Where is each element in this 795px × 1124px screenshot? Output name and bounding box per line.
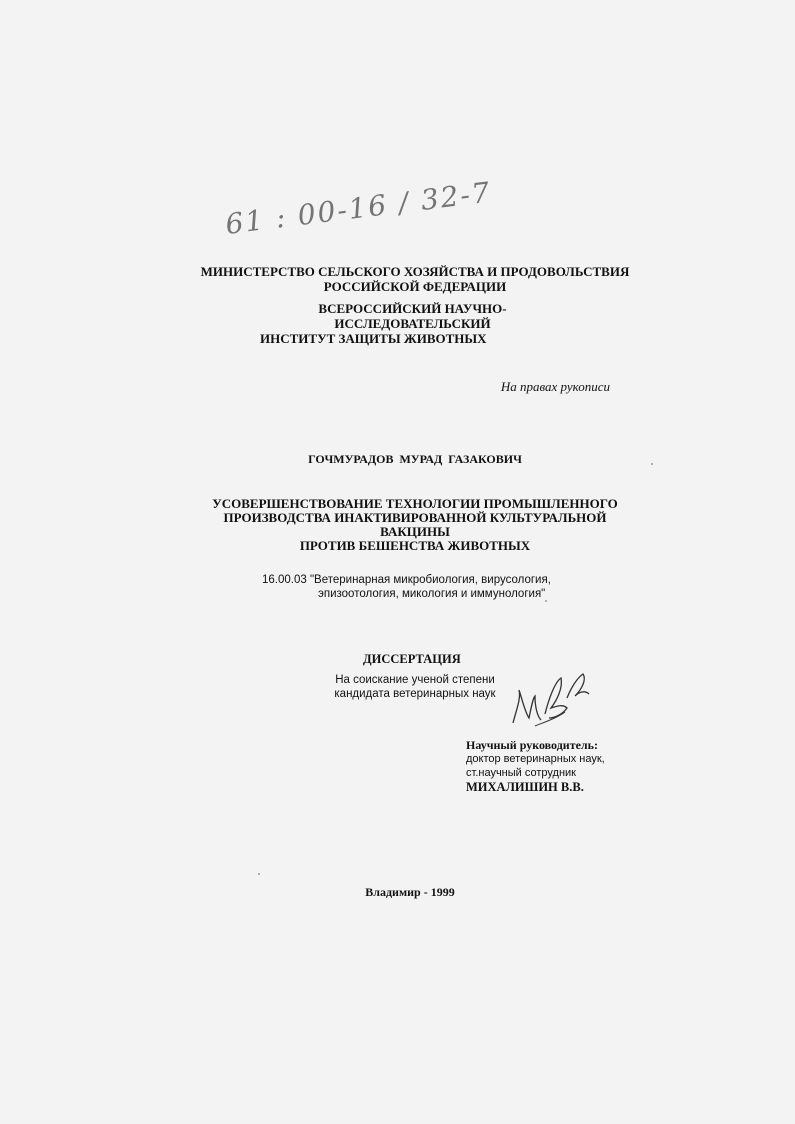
degree-line-2: кандидата ветеринарных наук: [334, 688, 496, 700]
institute-line-2: ИНСТИТУТ ЗАЩИТЫ ЖИВОТНЫХ: [260, 331, 487, 346]
handwritten-catalog-number: 61 : 00-16 / 32-7: [223, 175, 494, 241]
ministry-header: [200, 264, 630, 294]
ministry-line-1: МИНИСТЕРСТВО СЕЛЬСКОГО ХОЗЯЙСТВА И ПРОДОВОЛЬСТВИЯ: [200, 264, 630, 279]
title-line-3: ПРОТИВ БЕШЕНСТВА ЖИВОТНЫХ: [299, 538, 531, 553]
specialty-line-2: эпизоотология, микология и иммунология": [318, 588, 546, 600]
supervisor-position: ст.научный сотрудник: [466, 767, 576, 779]
author-name: ГОЧМУРАДОВ МУРАД ГАЗАКОВИЧ: [308, 452, 522, 466]
supervisor-block: [466, 738, 626, 794]
scan-speck: [258, 873, 260, 875]
scan-speck: [651, 463, 653, 465]
city-year: Владимир - 1999: [365, 885, 455, 899]
institute-header: [245, 301, 580, 346]
dissertation-heading: ДИССЕРТАЦИЯ: [363, 652, 461, 666]
institute-line-1: ВСЕРОССИЙСКИЙ НАУЧНО-ИССЛЕДОВАТЕЛЬСКИЙ: [318, 301, 507, 331]
supervisor-signature: [505, 668, 595, 738]
supervisor-name: МИХАЛИШИН В.В.: [466, 780, 584, 794]
title-line-2: ПРОИЗВОДСТВА ИНАКТИВИРОВАННОЙ КУЛЬТУРАЛЬНОЙ ВАКЦИНЫ: [223, 510, 607, 539]
specialty-code: [262, 573, 572, 601]
supervisor-degree: доктор ветеринарных наук,: [466, 753, 605, 765]
degree-line-1: На соискание ученой степени: [335, 674, 495, 686]
degree-statement: [330, 673, 500, 701]
dissertation-title: [195, 497, 635, 553]
title-line-1: УСОВЕРШЕНСТВОВАНИЕ ТЕХНОЛОГИИ ПРОМЫШЛЕННОГО: [212, 496, 618, 511]
scan-speck: [545, 600, 547, 602]
rights-note: На правах рукописи: [500, 379, 610, 394]
specialty-line-1: 16.00.03 "Ветеринарная микробиология, вирусология,: [262, 574, 551, 586]
ministry-line-2: РОССИЙСКОЙ ФЕДЕРАЦИИ: [323, 279, 507, 294]
supervisor-label: Научный руководитель:: [466, 738, 598, 752]
